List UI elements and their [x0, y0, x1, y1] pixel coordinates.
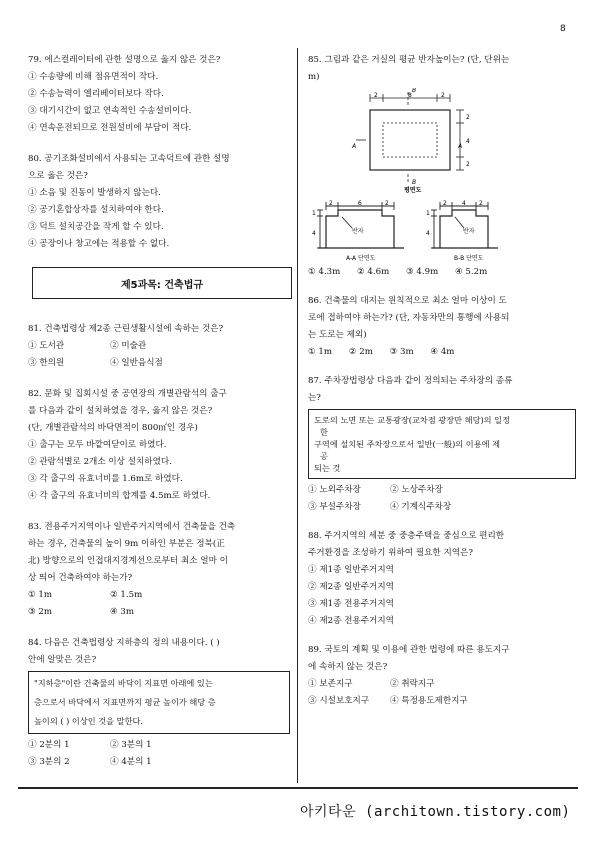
- option-1[interactable]: ① 4.3m: [308, 267, 341, 277]
- option-2[interactable]: ② 수송능력이 엘리베이터보다 작다.: [28, 89, 164, 99]
- question-stem-line-2: 하는 경우, 건축물의 높이 9m 이하인 부분은 정북(正: [28, 539, 225, 549]
- option-4[interactable]: ④ 제2종 전용주거지역: [308, 616, 394, 626]
- question-stem: 81. 건축법령상 제2종 근린생활시설에 속하는 것은?: [28, 324, 224, 334]
- plan-dim-right-2: 4: [466, 138, 470, 145]
- section-mark-b-top: B: [412, 88, 417, 94]
- aa-dim-top-2: 6: [358, 200, 362, 207]
- option-4[interactable]: ④ 일반음식점: [110, 358, 163, 368]
- question-stem-line-1: 84. 다음은 건축법령상 지하층의 정의 내용이다. ( ): [28, 638, 220, 648]
- section-bb: [431, 202, 498, 248]
- section-mark-a-right: A: [458, 143, 463, 150]
- option-1[interactable]: ① 1m: [308, 347, 333, 357]
- option-4[interactable]: ④ 3m: [110, 607, 135, 617]
- question-stem-line-1: 80. 공기조화설비에서 사용되는 고속덕트에 관한 설명: [28, 154, 230, 164]
- option-3[interactable]: ③ 덕트 설치공간을 작게 할 수 있다.: [28, 222, 164, 232]
- option-2[interactable]: ② 관람석별로 2개소 이상 설치하였다.: [28, 457, 172, 467]
- option-3[interactable]: ③ 시설보호지구: [308, 696, 370, 706]
- question-stem-line-2: 으로 옳은 것은?: [28, 171, 88, 181]
- option-3[interactable]: ③ 4.9m: [406, 267, 439, 277]
- option-2[interactable]: ② 취락지구: [390, 679, 435, 689]
- question-stem-line-1: 82. 문화 및 집회시설 중 공연장의 개별관람석의 출구: [28, 389, 227, 399]
- bb-dim-top-3: 2: [479, 200, 483, 207]
- question-stem-line-2: 에 속하지 않는 것은?: [308, 662, 388, 672]
- option-4[interactable]: ④ 4m: [430, 347, 455, 357]
- box-line-2: 한: [320, 427, 328, 437]
- box-line-5: 되는 것: [314, 463, 341, 473]
- aa-caption: A-A 단면도: [346, 255, 376, 262]
- option-3[interactable]: ③ 제1종 전용주거지역: [308, 599, 394, 609]
- question-89: [308, 642, 576, 710]
- option-1[interactable]: ① 수송량에 비해 점유면적이 작다.: [28, 72, 159, 82]
- question-stem-line-1: 87. 주차장법령상 다음과 같이 정의되는 주차장의 종류: [308, 376, 513, 386]
- question-stem-line-2: m): [308, 72, 320, 82]
- right-column: [308, 52, 576, 710]
- question-82: [28, 386, 290, 505]
- plan-dim-right-1: 2: [466, 114, 470, 121]
- question-stem-line-3: 는 도로는 제외): [308, 330, 367, 340]
- question-83: [28, 519, 290, 621]
- bb-ceiling-label: 반자: [463, 228, 475, 235]
- aa-dim-top-3: 2: [385, 200, 389, 207]
- option-3[interactable]: ③ 대기시간이 없고 연속적인 수송설비이다.: [28, 106, 192, 116]
- question-stem-line-1: 88. 주거지역의 세분 중 중층주택을 중심으로 편리한: [308, 531, 505, 541]
- option-2[interactable]: ② 3분의 1: [110, 740, 152, 750]
- option-2[interactable]: ② 1.5m: [110, 590, 143, 600]
- question-stem-line-2: 주거환경을 조성하기 위하여 필요한 지역은?: [308, 548, 473, 558]
- question-stem: 79. 에스컬레이터에 관한 설명으로 옳지 않은 것은?: [28, 55, 221, 65]
- question-stem-line-1: 86. 건축물의 대지는 원칙적으로 최소 얼마 이상이 도: [308, 296, 507, 306]
- question-stem-line-2: 로에 접하여야 하는가? (단, 자동차만의 통행에 사용되: [308, 313, 510, 323]
- question-84: [28, 635, 290, 771]
- question-85: [308, 52, 576, 281]
- bb-dim-top-2: 4: [462, 200, 466, 207]
- section-mark-b-bottom: B: [412, 179, 417, 186]
- left-column: [28, 52, 290, 771]
- bb-dim-top-1: 2: [443, 200, 447, 207]
- question-stem-line-4: 상 띄어 건축하여야 하는가?: [28, 573, 133, 583]
- option-4[interactable]: ④ 공장이나 창고에는 적용할 수 없다.: [28, 239, 170, 249]
- definition-box: [308, 409, 576, 479]
- option-4[interactable]: ④ 4분의 1: [110, 757, 152, 767]
- box-line-1: "지하층"이란 건축물의 바닥이 지표면 아래에 있는: [34, 678, 213, 688]
- option-2[interactable]: ② 2m: [348, 347, 373, 357]
- footer-site: 아키타운 (architown.tistory.com): [300, 804, 571, 820]
- option-3[interactable]: ③ 한의원: [28, 358, 65, 368]
- definition-box: [28, 671, 290, 734]
- question-stem-line-3: (단, 개별관람석의 바닥면적이 800㎡인 경우): [28, 423, 198, 433]
- option-1[interactable]: ① 소음 및 진동이 발생하지 않는다.: [28, 188, 161, 198]
- bb-dim-left-2: 4: [426, 230, 430, 237]
- question-stem-line-3: 北) 방향으로의 인접대지경계선으로부터 최소 얼마 이: [28, 556, 228, 566]
- option-1[interactable]: ① 노외주차장: [308, 485, 361, 495]
- plan-dim-top-1: 2: [374, 92, 378, 99]
- option-4[interactable]: ④ 각 출구의 유효너비의 합계를 4.5m로 하였다.: [28, 491, 211, 501]
- plan-dim-top-3: 2: [441, 92, 445, 99]
- option-4[interactable]: ④ 연속운전되므로 전원설비에 부담이 적다.: [28, 123, 192, 133]
- box-line-2: 층으로서 바닥에서 지표면까지 평균 높이가 해당 층: [34, 697, 216, 707]
- question-81: [28, 321, 290, 372]
- box-line-1: 도로의 노면 또는 교통광장(교차점 광장만 해당)의 일정: [314, 415, 511, 425]
- plan-dim-right-3: 2: [466, 161, 470, 168]
- option-3[interactable]: ③ 각 출구의 유효너비를 1.6m로 하였다.: [28, 474, 183, 484]
- question-88: [308, 528, 576, 630]
- box-line-4: 공: [320, 451, 328, 461]
- question-80: [28, 151, 290, 253]
- bb-dim-left-1: 1: [426, 210, 430, 217]
- option-3[interactable]: ③ 부설주차장: [308, 502, 361, 512]
- column-divider: [297, 48, 298, 783]
- plan-dim-top-2: 8: [408, 92, 412, 99]
- option-1[interactable]: ① 보존지구: [308, 679, 353, 689]
- option-4[interactable]: ④ 특정용도제한지구: [390, 696, 468, 706]
- plan-view: [356, 92, 464, 184]
- box-line-3: 높이의 ( ) 이상인 것을 말한다.: [34, 716, 144, 726]
- footer-rule: [18, 787, 578, 789]
- question-stem-line-1: 85. 그림과 같은 거실의 평균 반자높이는? (단, 단위는: [308, 55, 510, 65]
- page-number: 8: [560, 24, 566, 34]
- option-2[interactable]: ② 미술관: [110, 341, 147, 351]
- question-79: [28, 52, 290, 137]
- room-figure: [308, 88, 576, 268]
- option-3[interactable]: ③ 3분의 2: [28, 757, 70, 767]
- option-1[interactable]: ① 2분의 1: [28, 740, 70, 750]
- plan-caption: 평면도: [404, 187, 422, 194]
- aa-dim-top-1: 2: [329, 200, 333, 207]
- option-4[interactable]: ④ 기계식주차장: [390, 502, 452, 512]
- option-2[interactable]: ② 4.6m: [357, 267, 390, 277]
- question-stem-line-2: 는?: [308, 393, 321, 403]
- aa-dim-left-2: 4: [312, 230, 316, 237]
- question-stem-line-1: 89. 국토의 계획 및 이용에 관한 법령에 따른 용도지구: [308, 645, 510, 655]
- question-86: [308, 293, 576, 361]
- option-1[interactable]: ① 출구는 모두 바깥여닫이로 하였다.: [28, 440, 167, 450]
- option-1[interactable]: ① 제1종 일반주거지역: [308, 565, 394, 575]
- aa-dim-left-1: 1: [312, 210, 316, 217]
- option-4[interactable]: ④ 5.2m: [455, 267, 488, 277]
- question-stem-line-2: 를 다음과 같이 설치하였을 경우, 옳지 않은 것은?: [28, 406, 213, 416]
- option-3[interactable]: ③ 3m: [389, 347, 414, 357]
- section-mark-a-left: A: [352, 143, 357, 150]
- option-1[interactable]: ① 1m: [28, 590, 53, 600]
- question-stem-line-2: 안에 알맞은 것은?: [28, 655, 97, 665]
- question-87: [308, 373, 576, 516]
- option-3[interactable]: ③ 2m: [28, 607, 53, 617]
- section-heading: 제5과목: 건축법규: [32, 267, 292, 299]
- option-1[interactable]: ① 도서관: [28, 341, 65, 351]
- option-2[interactable]: ② 공기혼합상자를 설치하여야 한다.: [28, 205, 164, 215]
- aa-ceiling-label: 반자: [352, 228, 364, 235]
- section-aa: [317, 202, 404, 248]
- option-2[interactable]: ② 노상주차장: [390, 485, 443, 495]
- box-line-3: 구역에 설치된 주차장으로서 일반(一般)의 이용에 제: [314, 439, 501, 449]
- question-stem-line-1: 83. 전용주거지역이나 일반주거지역에서 건축물을 건축: [28, 522, 236, 532]
- option-2[interactable]: ② 제2종 일반주거지역: [308, 582, 394, 592]
- bb-caption: B-B 단면도: [454, 255, 484, 262]
